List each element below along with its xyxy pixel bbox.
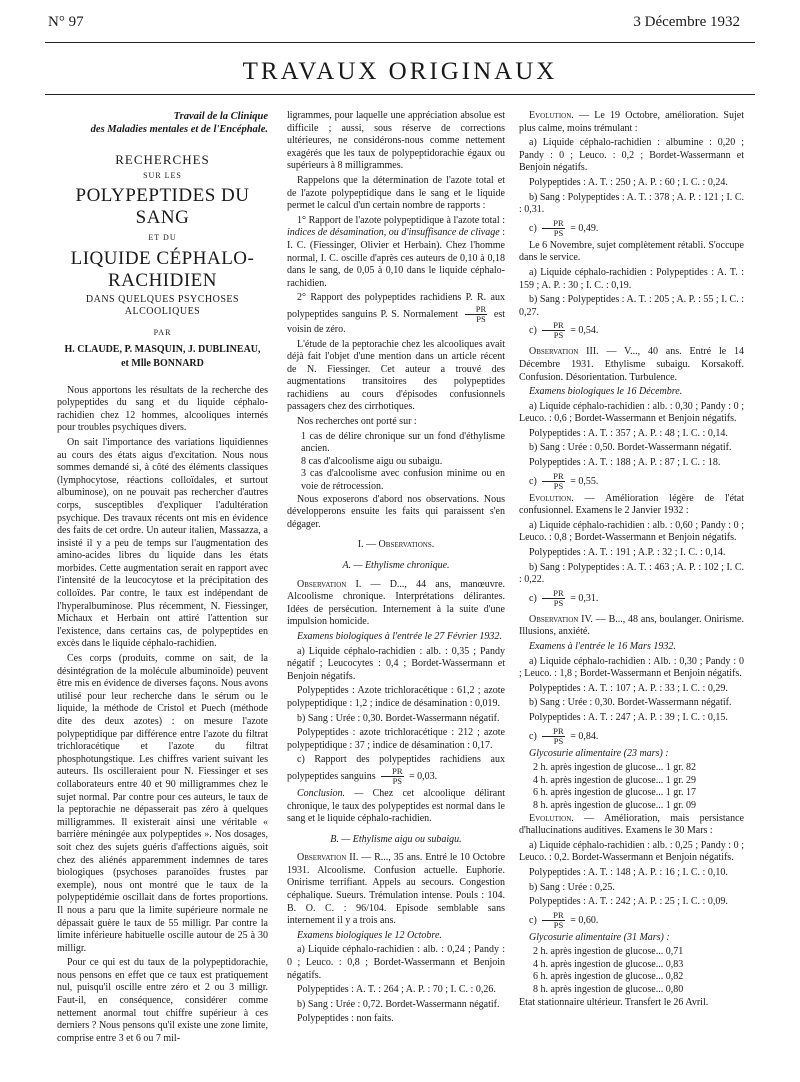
article-authors-2: et Mlle BONNARD	[121, 357, 204, 369]
text: Le 19 Octobre, amélioration. Sujet plus calme, moins trémulant :	[519, 110, 744, 134]
fraction	[542, 589, 564, 608]
fraction	[542, 321, 564, 340]
title-rule	[45, 94, 755, 95]
text: = 0,55.	[570, 475, 599, 487]
article-authors: H. CLAUDE, P. MASQUIN, J. DUBLINEAU,	[64, 343, 261, 355]
obs-head: Observation II. —	[297, 852, 372, 864]
paragraph: Pour ce qui est du taux de la polypeptidorachie, nous pensons en effet que ce taux est pratiquement nul, puisqu'il oscille entre zéro et 2 ou 3 milligr. Faut-il, en conséquence, considérer comme nettement anormal tout chiffre supérieur à ces derniers ? Nous pensons qu'il existe une zone limite, comprise entre 3 et 6 ou 7 mil-	[57, 957, 268, 1044]
fraction	[542, 911, 564, 930]
paragraph: b) Sang : Polypeptides : A. T. : 205 ; A. P. : 55 ; I. C. : 0,27.	[519, 294, 744, 318]
paragraph	[519, 321, 744, 340]
list-item: 8 h. après ingestion de glucose... 0,80	[533, 984, 684, 996]
fraction-num: PR	[381, 767, 403, 777]
paragraph: a) Liquide céphalo-rachidien : alb. : 0,35 ; Pandy négatif ; Leucocytes : 0,4 ; Bordet-Wassermann et Benjoin négatifs.	[287, 645, 505, 682]
section-heading: I. — Observations.	[357, 539, 435, 551]
glycosurie-list	[519, 946, 744, 996]
article-title-2: LIQUIDE CÉPHALO-RACHIDIEN	[70, 247, 255, 291]
header-number: N° 97	[48, 14, 84, 30]
fraction-num: PR	[542, 911, 564, 921]
obs-head: Observation IV. —	[529, 613, 606, 625]
paragraph: a) Liquide céphalo-rachidien : Polypeptides : A. T. : 159 ; A. P. : 30 ; I. C. : 0,19.	[519, 266, 744, 291]
fraction-num: PR	[542, 472, 564, 482]
text: c)	[529, 914, 537, 926]
evo-head: Evolution. —	[529, 812, 595, 824]
text: c) Rapport des polypeptides rachidiens aux polypeptides sanguins	[287, 754, 505, 782]
text: indices de désamination, ou d'insuffisance de clivage	[287, 227, 500, 239]
paragraph: Polypeptides : A. T. : 148 ; A. P. : 16 ; I. C. : 0,10.	[529, 866, 728, 878]
paragraph	[519, 813, 744, 838]
paragraph: Nos recherches ont porté sur :	[297, 416, 417, 428]
conclusion-head: Conclusion. —	[297, 787, 364, 799]
article-sur-les: SUR LES	[143, 170, 182, 180]
paragraph: a) Liquide céphalo-rachidien : alb. : 0,24 ; Pandy : 0 ; Leuco. : 0,8 ; Bordet-Wassermann et Benjoin négatifs.	[287, 944, 505, 981]
paragraph: b) Sang : Urée : 0,30. Bordet-Wassermann négatif.	[297, 712, 500, 724]
paragraph: a) Liquide céphalo-rachidien : alb. : 0,25 ; Pandy : 0 ; Leuco. : 0,2. Bordet-Wassermann et Benjoin négatifs.	[519, 839, 744, 864]
text: c)	[529, 325, 537, 337]
paragraph: b) Sang : Urée : 0,50. Bordet-Wassermann négatif.	[529, 442, 732, 454]
fraction-num: PR	[542, 219, 564, 229]
paragraph: Polypeptides : Azote trichloracétique : 61,2 ; azote polypeptidique : 1,2 ; indice de désamination : 0,019.	[287, 685, 505, 709]
subsection-heading: B. — Ethylisme aigu ou subaigu.	[330, 833, 462, 845]
article-et-du: ET DU	[148, 233, 177, 243]
fraction	[381, 767, 403, 786]
article-title-1: POLYPEPTIDES DU SANG	[75, 185, 250, 229]
clinic-credit	[57, 110, 268, 136]
text: c)	[529, 475, 537, 487]
paragraph: L'étude de la peptorachie chez les alcooliques avait déjà fait l'objet d'une mention dans un article récent de N. Fiessinger. Cet auteur a trouvé des augmentations transitoires des polypeptides rachidiens au cours d'épisodes confusionnels passagers chez des cirrhotiques.	[287, 338, 505, 413]
column-2	[287, 110, 505, 1028]
fraction-num: PR	[542, 589, 564, 599]
paragraph	[519, 614, 744, 639]
paragraph	[519, 219, 744, 238]
paragraph	[519, 346, 744, 384]
paragraph	[519, 493, 744, 518]
article-kicker: RECHERCHES	[115, 152, 210, 167]
paragraph	[519, 110, 744, 135]
paragraph: Glycosurie alimentaire (23 mars) :	[529, 747, 669, 759]
paragraph: Polypeptides : A. T. : 107 ; A. P. : 33 ; I. C. : 0,29.	[529, 682, 728, 694]
fraction-den: PS	[553, 330, 564, 341]
paragraph: Examens biologiques le 16 Décembre.	[529, 386, 683, 398]
paragraph	[287, 852, 505, 928]
text: V..., 40 ans. Entré le 14 Décembre 1931. Ethylisme subaigu. Korsakoff. Confusion. Désorientation. Turbulence.	[519, 346, 745, 383]
paragraph: Ces corps (produits, comme on sait, de la désintégration de la molécule albuminoïde) peuvent être mis en évidence de diverses façons. Nous avons utilisé pour leur recherche dans le sérum ou le liquide, la méthode de Cristol et Puech (méthode dite des deux azotes) : on mesure l'azote polypeptidique par différence entre l'azote du filtrat trichloracétique et l'azote du filtrat phosphotungstique. Les chiffres varient suivant les auteurs. Ils oscilleraient pour N. Fiessinger et ses collaborateurs entre 40 et 90 milligrammes chez le sujet normal. Par contre pour ces auteurs, le taux de la peptorachie ne dépasserait pas zéro à quelques milligrammes. Il existerait ainsi une véritable « barrière méningée aux polypeptides ». Nos dosages, soit chez des sujets guéris d'affections aiguës, soit chez des aliénés apparemment indemnes de tares biologiques (psychoses paranoïdes frustes par exemple), nous ont montré que le taux de la polypeptidémie oscillait dans de fortes proportions. Il nous a paru que la limite supérieure normale ne dépassait guère le taux de 55 milligr. Par contre la limite inférieure habituelle oscille autour de 25 à 30 milligr.	[57, 653, 268, 954]
obs-head: Observation III. —	[529, 346, 617, 358]
paragraph: Polypeptides : A. T. : 247 ; A. P. : 39 ; I. C. : 0,15.	[529, 711, 728, 723]
text: 2° Rapport des polypeptides rachidiens P. R. aux polypeptides sanguins P. S. Normalement	[287, 292, 505, 320]
paragraph	[287, 788, 505, 826]
text: D..., 44 ans, manœuvre. Alcoolisme chronique. Interprétations délirantes. Idées de persécution. Internement à la suite d'une impulsion homicide.	[287, 578, 506, 628]
paragraph	[519, 727, 744, 746]
header-date: 3 Décembre 1932	[633, 14, 740, 30]
fraction	[542, 219, 564, 238]
paragraph: Polypeptides : A. T. : 191 ; A.P. : 32 ; I. C. : 0,14.	[529, 547, 726, 559]
paragraph: b) Sang : Polypeptides : A. T. : 378 ; A. P. : 121 ; I. C. : 0,31.	[519, 191, 744, 216]
paragraph	[519, 589, 744, 608]
text: c)	[529, 592, 537, 604]
paragraph	[287, 292, 505, 336]
paragraph: b) Sang : Urée : 0,30. Bordet-Wassermann négatif.	[529, 697, 732, 709]
fraction-den: PS	[553, 480, 564, 491]
text: = 0,03.	[409, 770, 438, 782]
paragraph: b) Sang : Polypeptides : A. T. : 463 ; A. P. : 102 ; I. C. : 0,22.	[519, 561, 744, 586]
paragraph: Examens à l'entrée le 16 Mars 1932.	[529, 641, 676, 652]
paragraph	[519, 472, 744, 491]
paragraph: Polypeptides : azote trichloracétique : 212 ; azote polypeptidique : 37 ; indice de désamination : 0,17.	[287, 727, 505, 751]
list-item: 3 cas d'alcoolisme avec confusion minime ou en voie de rétrocession.	[301, 468, 505, 493]
column-3	[519, 110, 744, 1011]
fraction-num: PR	[465, 305, 487, 315]
list-item: 1 cas de délire chronique sur un fond d'éthylisme ancien.	[301, 430, 505, 455]
paragraph: Polypeptides : A. T. : 357 ; A. P. : 48 ; I. C. : 0,14.	[529, 427, 728, 439]
text: Chez cet alcoolique délirant chronique, le taux des polypeptides est normal dans le sang et le liquide céphalo-rachidien.	[287, 787, 505, 825]
paragraph: a) Liquide céphalo-rachidien : alb. : 0,30 ; Pandy : 0 ; Leuco. : 0,6 ; Bordet-Wassermann et Benjoin négatifs.	[519, 400, 744, 425]
article-par: PAR	[153, 327, 172, 337]
fraction	[542, 727, 564, 746]
case-list	[287, 431, 505, 494]
list-item: 2 h. après ingestion de glucose... 1 gr. 82	[533, 762, 697, 774]
list-item: 8 cas d'alcoolisme aigu ou subaigu.	[301, 455, 443, 467]
text: 1° Rapport de l'azote polypeptidique à l'azote total :	[297, 214, 505, 226]
fraction	[542, 472, 564, 491]
paragraph: Le 6 Novembre, sujet complètement rétabli. S'occupe dans le service.	[519, 239, 744, 264]
fraction-num: PR	[542, 321, 564, 331]
text: c)	[529, 222, 537, 234]
main-title: TRAVAUX ORIGINAUX	[242, 58, 558, 85]
paragraph: a) Liquide céphalo-rachidien : Alb. : 0,30 ; Pandy : 0 ; Leuco. : 1,8 ; Bordet-Wassermann et Benjoin négatifs.	[519, 655, 744, 680]
paragraph: Nous exposerons d'abord nos observations. Nous développerons ensuite les faits qui paraissent s'en dégager.	[287, 493, 505, 530]
list-item: 6 h. après ingestion de glucose... 0,82	[533, 971, 684, 983]
paragraph: Rappelons que la détermination de l'azote total et de l'azote polypeptidique dans le sang et le liquide permet le calcul d'un certain nombre de rapports :	[287, 174, 505, 212]
list-item: 4 h. après ingestion de glucose... 0,83	[533, 958, 684, 970]
list-item: 2 h. après ingestion de glucose... 0,71	[533, 946, 684, 958]
top-rule	[45, 42, 755, 43]
paragraph: Polypeptides : non faits.	[297, 1013, 394, 1025]
clinic-line: des Maladies mentales et de l'Encéphale.	[90, 124, 268, 135]
paragraph: ligrammes, pour laquelle une appréciation absolue est difficile ; aussi, sous réserve de corrections ultérieures, ne considérons-nous comme nettement exagérés que les taux de polypeptidorachie égaux ou supérieurs à 8 milligrammes.	[287, 110, 505, 172]
column-1	[57, 110, 268, 1047]
fraction-den: PS	[553, 597, 564, 608]
fraction-den: PS	[553, 227, 564, 238]
paragraph: Polypeptides : A. T. : 250 ; A. P. : 60 ; I. C. : 0,24.	[529, 176, 728, 188]
clinic-line: Travail de la Clinique	[173, 111, 268, 122]
text: c)	[529, 730, 537, 742]
fraction-den: PS	[553, 735, 564, 746]
paragraph: a) Liquide céphalo-rachidien : alb. : 0,60 ; Pandy : 0 ; Leuco. : 0,8 ; Bordet-Wassermann et Benjoin négatifs.	[519, 519, 744, 544]
paragraph	[519, 911, 744, 930]
text: Amélioration légère de l'état confusionnel. Examens le 2 Janvier 1932 :	[519, 492, 744, 517]
text: = 0,49.	[570, 222, 599, 234]
fraction	[465, 305, 487, 324]
fraction-num: PR	[542, 727, 564, 737]
text: : I. C. (Fiessinger, Olivier et Herbain). Chez l'homme normal, I. C. oscille d'après ces auteurs de 0,10 à 0,18 dans le sang, de 0,05 à 0,10 dans le liquide céphalo-rachidien.	[287, 227, 506, 289]
text: = 0,31.	[570, 592, 599, 604]
paragraph: Nous apportons les résultats de la recherche des polypeptides du sang et du liquide céphalo-rachidien chez 12 hommes, alcooliques internés pour troubles psychiques divers.	[57, 384, 268, 434]
paragraph: Polypeptides : A. T. : 242 ; A. P. : 25 ; I. C. : 0,09.	[529, 896, 728, 908]
paragraph	[287, 754, 505, 786]
paragraph: Etat stationnaire ultérieur. Transfert le 26 Avril.	[519, 996, 709, 1008]
text: B..., 48 ans, boulanger. Onirisme. Illusions, anxiété.	[519, 613, 744, 638]
paragraph: Polypeptides : A. T. : 264 ; A. P. : 70 ; I. C. : 0,26.	[297, 984, 496, 996]
paragraph: Glycosurie alimentaire (31 Mars) :	[529, 931, 670, 943]
obs-head: Observation I. —	[297, 578, 381, 590]
glycosurie-list	[519, 762, 744, 812]
list-item: 4 h. après ingestion de glucose... 1 gr. 29	[533, 774, 697, 786]
evo-head: Evolution. —	[529, 110, 589, 121]
fraction-den: PS	[392, 775, 403, 786]
subsection-heading: A. — Ethylisme chronique.	[342, 560, 450, 571]
text: est voisin de zéro.	[287, 308, 505, 335]
paragraph: a) Liquide céphalo-rachidien : albumine : 0,20 ; Pandy : 0 ; Leuco. : 0,2 ; Bordet-Wassermann et Benjoin négatifs.	[519, 137, 744, 174]
fraction-den: PS	[476, 313, 486, 324]
text: = 0,84.	[570, 730, 599, 742]
paragraph: On sait l'importance des variations liquidiennes au cours des états aigus d'excitation. Nous nous sommes demandé si, à côté des éléments classiques (lymphocytose, réactions colloïdales, et surtout albuminose), on ne pouvait pas rechercher d'autres corps, susceptibles d'expliquer l'adultération psychique. Des travaux récents ont mis en évidence des faits de cet ordre. Un auteur italien, Massazza, a insisté il y a peu de temps sur l'augmentation des amino-acides libres du liquide dans les états morbides. Cette augmentation serait en rapport avec l'intensité de la leucocytose et la précipitation des colloïdes. Par contre, le taux est indépendant de l'hyperalbuminose. Plus récemment, N. Fiessinger, Michaux et Herbain ont attiré l'attention sur l'existence, dans certains cas, de polypeptides en excès dans le liquide céphalo-rachidien.	[57, 436, 268, 650]
text: Amélioration, mais persistance d'hallucinations auditives. Examens le 30 Mars :	[519, 812, 744, 837]
article-subtitle: DANS QUELQUES PSYCHOSES ALCOOLIQUES	[85, 293, 240, 318]
text: = 0,54.	[570, 325, 599, 337]
paragraph: Examens biologiques le 12 Octobre.	[297, 929, 442, 941]
paragraph	[287, 215, 505, 291]
text: = 0,60.	[570, 914, 599, 926]
paragraph: b) Sang : Urée : 0,25.	[529, 881, 615, 893]
paragraph	[287, 579, 505, 629]
paragraph: Examens biologiques à l'entrée le 27 Février 1932.	[297, 630, 502, 642]
list-item: 8 h. après ingestion de glucose... 1 gr. 09	[533, 799, 697, 811]
list-item: 6 h. après ingestion de glucose... 1 gr. 17	[533, 787, 697, 799]
text: R..., 35 ans. Entré le 10 Octobre 1931. Alcoolisme. Confusion actuelle. Euphorie. Onirisme terrifiant. Appels au secours. Congestion céphalique. Sueurs. Trémulation intense. Pouls : 104. B. O. C. : 96/104. Episode semblable sans internement il y a trois ans.	[287, 852, 506, 927]
paragraph: Polypeptides : A. T. : 188 ; A. P. : 87 ; I. C. : 18.	[529, 457, 721, 469]
evo-head: Evolution. —	[529, 492, 595, 504]
paragraph: b) Sang : Urée : 0,72. Bordet-Wassermann négatif.	[297, 998, 500, 1010]
fraction-den: PS	[553, 919, 564, 930]
